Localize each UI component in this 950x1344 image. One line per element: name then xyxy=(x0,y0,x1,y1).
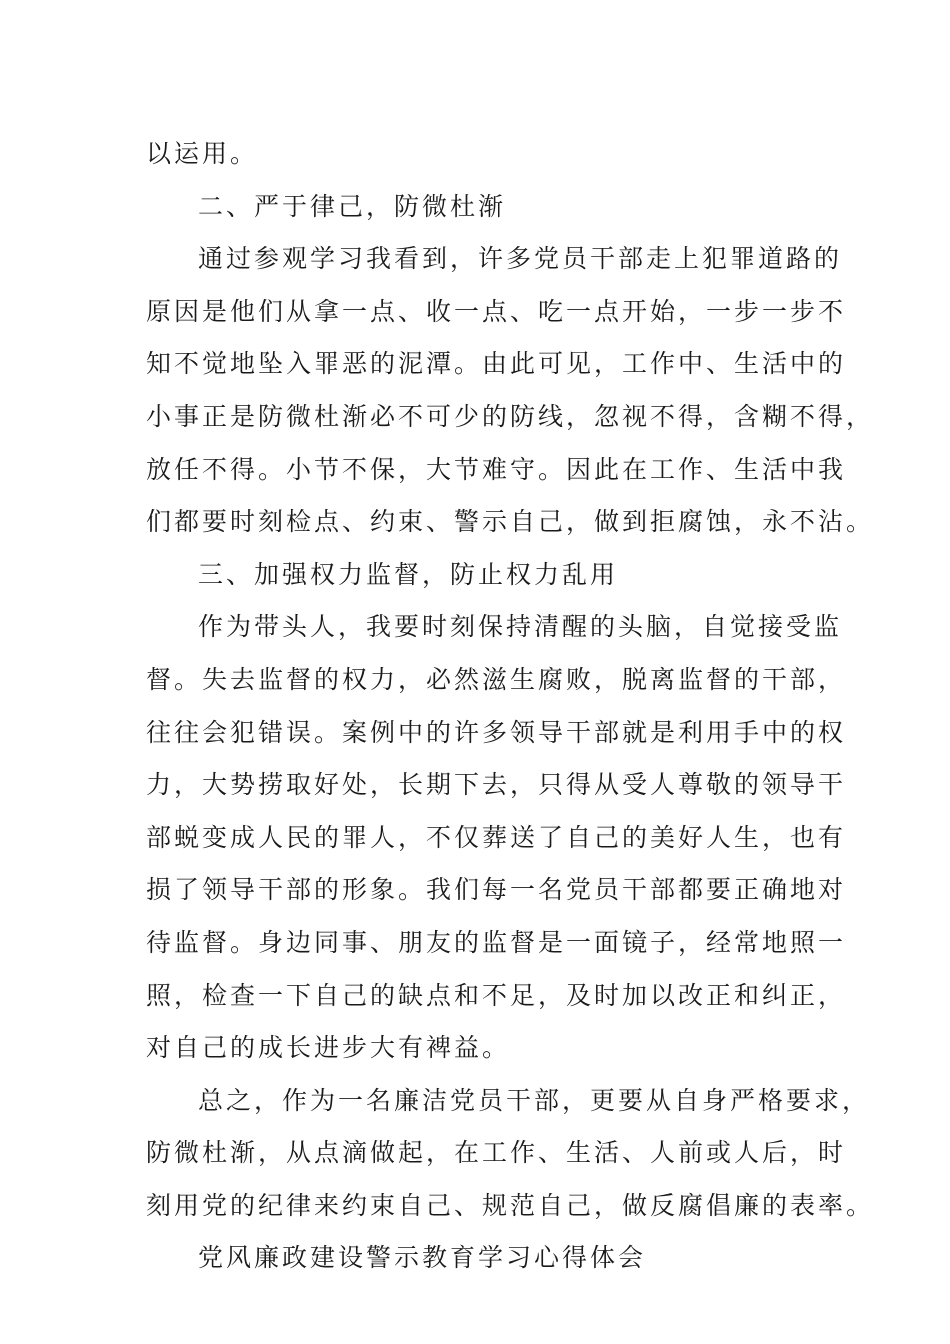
text-line: 照，检查一下自己的缺点和不足，及时加以改正和纠正， xyxy=(146,980,847,1010)
text-line: 知不觉地坠入罪恶的泥潭。由此可见，工作中、生活中的 xyxy=(146,349,847,379)
text-line: 防微杜渐，从点滴做起，在工作、生活、人前或人后，时 xyxy=(146,1138,847,1168)
text-line: 通过参观学习我看到，许多党员干部走上犯罪道路的 xyxy=(198,244,843,274)
text-line: 以运用。 xyxy=(146,139,259,168)
text-line: 放任不得。小节不保，大节难守。因此在工作、生活中我 xyxy=(146,454,847,484)
text-line: 督。失去监督的权力，必然滋生腐败，脱离监督的干部， xyxy=(146,664,847,694)
text-line: 刻用党的纪律来约束自己、规范自己，做反腐倡廉的表率。 xyxy=(146,1190,875,1220)
section-heading: 二、严于律己，防微杜渐 xyxy=(198,191,507,221)
document-title: 党风廉政建设警示教育学习心得体会 xyxy=(198,1243,647,1273)
text-line: 损了领导干部的形象。我们每一名党员干部都要正确地对 xyxy=(146,875,847,905)
text-line: 待监督。身边同事、朋友的监督是一面镜子，经常地照一 xyxy=(146,927,847,957)
section-heading: 三、加强权力监督，防止权力乱用 xyxy=(198,559,619,589)
document-body xyxy=(146,128,875,1285)
text-line: 小事正是防微杜渐必不可少的防线，忽视不得，含糊不得， xyxy=(146,401,875,431)
text-line: 原因是他们从拿一点、收一点、吃一点开始，一步一步不 xyxy=(146,296,847,326)
text-line: 对自己的成长进步大有裨益。 xyxy=(146,1033,511,1063)
text-line: 作为带头人，我要时刻保持清醒的头脑，自觉接受监 xyxy=(198,612,843,642)
text-line: 力，大势捞取好处，长期下去，只得从受人尊敬的领导干 xyxy=(146,770,847,800)
text-line: 往往会犯错误。案例中的许多领导干部就是利用手中的权 xyxy=(146,717,847,747)
text-line: 总之，作为一名廉洁党员干部，更要从自身严格要求， xyxy=(198,1085,871,1115)
text-line: 们都要时刻检点、约束、警示自己，做到拒腐蚀，永不沾。 xyxy=(146,507,875,537)
text-line: 部蜕变成人民的罪人，不仅葬送了自己的美好人生，也有 xyxy=(146,822,847,852)
